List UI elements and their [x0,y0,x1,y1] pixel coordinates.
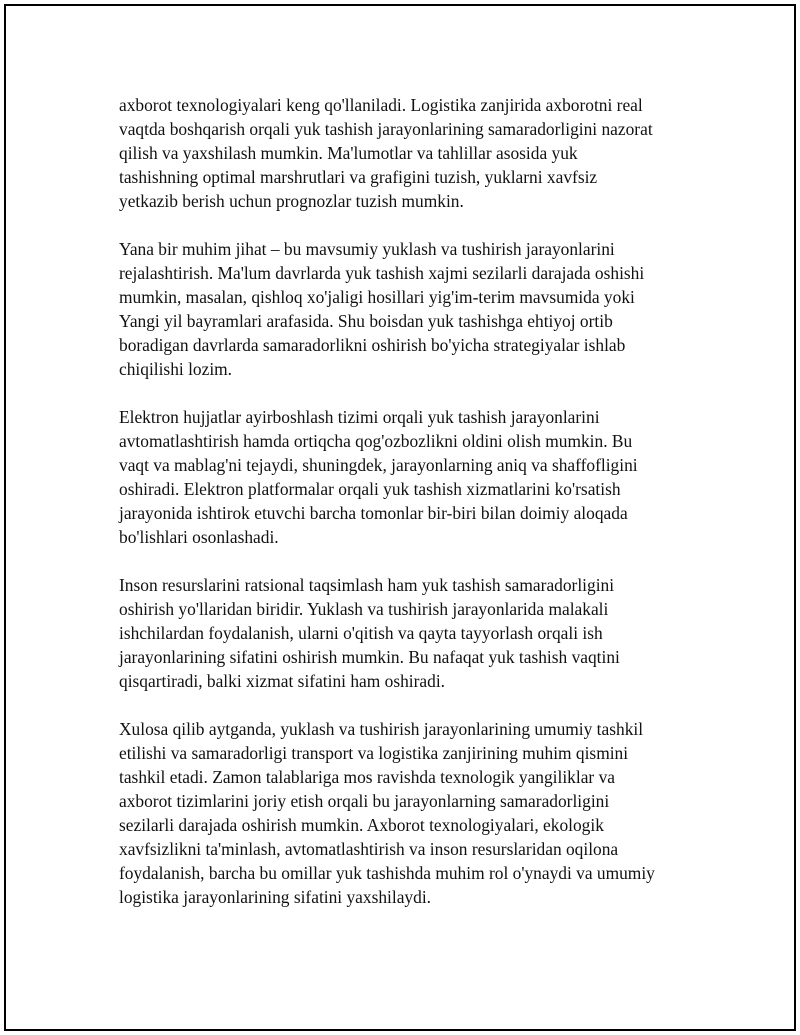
text-line: jarayonida ishtirok etuvchi barcha tomonlar bir-biri bilan doimiy aloqada [119,503,628,523]
text-line: axborot texnologiyalari keng qo'llaniladi. Logistika zanjirida axborotni real [119,95,643,115]
text-line: tashkil etadi. Zamon talablariga mos ravishda texnologik yangiliklar va [119,767,615,787]
text-line: Yangi yil bayramlari arafasida. Shu boisdan yuk tashishga ehtiyoj ortib [119,311,613,331]
text-line: Xulosa qilib aytganda, yuklash va tushirish jarayonlarining umumiy tashkil [119,719,644,739]
text-line: vaqt va mablag'ni tejaydi, shuningdek, jarayonlarning aniq va shaffofligini [119,455,638,475]
text-line: yetkazib berish uchun prognozlar tuzish mumkin. [119,191,464,211]
text-line: xavfsizlikni ta'minlash, avtomatlashtirish va inson resurslaridan oqilona [119,839,619,859]
text-line: ishchilardan foydalanish, ularni o'qitish va qayta tayyorlash orqali ish [119,623,603,643]
text-line: mumkin, masalan, qishloq xo'jaligi hosillari yig'im-terim mavsumida yoki [119,287,635,307]
paragraph [119,717,699,909]
text-line: oshiradi. Elektron platformalar orqali yuk tashish xizmatlarini ko'rsatish [119,479,621,499]
text-line: vaqtda boshqarish orqali yuk tashish jarayonlarining samaradorligini nazorat [119,119,653,139]
text-line: bo'lishlari osonlashadi. [119,527,279,547]
text-line: sezilarli darajada oshirish mumkin. Axborot texnologiyalari, ekologik [119,815,604,835]
text-line: logistika jarayonlarining sifatini yaxshilaydi. [119,887,432,907]
text-line: tashishning optimal marshrutlari va grafigini tuzish, yuklarni xavfsiz [119,167,598,187]
text-line: boradigan davrlarda samaradorlikni oshirish bo'yicha strategiyalar ishlab [119,335,626,355]
text-line: etilishi va samaradorligi transport va logistika zanjirining muhim qismini [119,743,629,763]
text-line: oshirish yo'llaridan biridir. Yuklash va tushirish jarayonlarida malakali [119,599,609,619]
paragraph [119,93,699,213]
text-line: Inson resurslarini ratsional taqsimlash ham yuk tashish samaradorligini [119,575,615,595]
text-line: avtomatlashtirish hamda ortiqcha qog'ozbozlikni oldini olish mumkin. Bu [119,431,633,451]
text-line: rejalashtirish. Ma'lum davrlarda yuk tashish xajmi sezilarli darajada oshishi [119,263,645,283]
text-line: foydalanish, barcha bu omillar yuk tashishda muhim rol o'ynaydi va umumiy [119,863,655,883]
text-line: jarayonlarining sifatini oshirish mumkin. Bu nafaqat yuk tashish vaqtini [119,647,620,667]
text-line: axborot tizimlarini joriy etish orqali bu jarayonlarning samaradorligini [119,791,610,811]
paragraph [119,405,699,549]
document-body [119,93,699,933]
text-line: chiqilishi lozim. [119,359,233,379]
text-line: Yana bir muhim jihat – bu mavsumiy yuklash va tushirish jarayonlarini [119,239,615,259]
text-line: qilish va yaxshilash mumkin. Ma'lumotlar va tahlillar asosida yuk [119,143,578,163]
text-line: qisqartiradi, balki xizmat sifatini ham oshiradi. [119,671,445,691]
paragraph [119,573,699,693]
text-line: Elektron hujjatlar ayirboshlash tizimi orqali yuk tashish jarayonlarini [119,407,600,427]
paragraph [119,237,699,381]
